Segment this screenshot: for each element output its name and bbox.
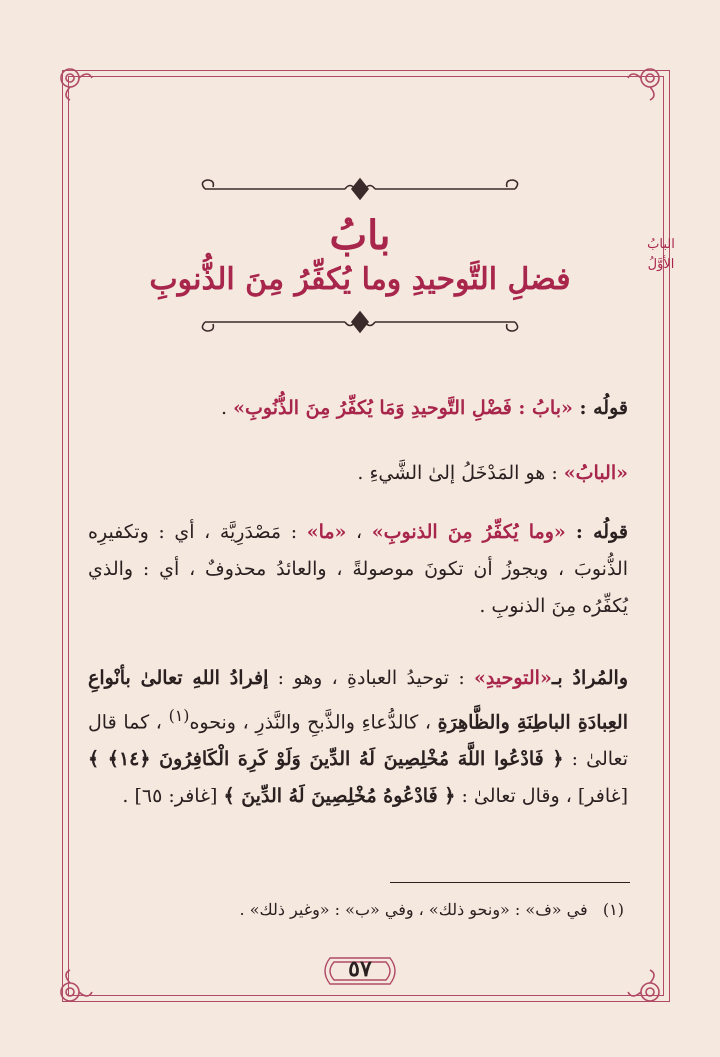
body-text-2: ، كالدُّعاءِ والذَّبحِ والنَّذرِ ، ونحوه <box>189 711 438 734</box>
definition-text: : هو المَدْخَلُ إلىٰ الشَّيءِ . <box>357 462 564 484</box>
explanation-text: : مَصْدَرِيَّة ، أي : وتكفيرِه الذُّنوبَ ، ويجوزُ أن تكونَ موصولةً ، والعائدُ محذوفٌ ، أي : والذي يُكفِّرُه مِنَ الذنوبِ . <box>88 521 628 617</box>
body-text-1: : توحيدُ العبادةِ ، وهو : <box>268 667 475 689</box>
corner-ornament-bottom-right <box>626 968 668 1010</box>
ornamental-divider-top <box>195 172 525 206</box>
quoted-term: «التوحيدِ» <box>474 667 552 689</box>
bold-definition: إفرادُ اللهِ تعالىٰ بأنْواعِ العِبادَةِ الباطِنَةِ والظَّاهِرَةِ <box>88 667 628 734</box>
separator-text: ، <box>346 521 372 543</box>
footnote-text: في «ف» : «ونحو ذلك» ، وفي «ب» : «وغير ذلك» . <box>239 900 588 919</box>
footnote-reference[interactable]: (١) <box>168 706 190 725</box>
footnote <box>104 898 624 922</box>
corner-ornament-top-right <box>626 60 668 102</box>
quoted-phrase: «وما يُكفِّرُ مِنَ الذنوبِ» <box>371 521 566 543</box>
corner-ornament-bottom-left <box>52 968 94 1010</box>
lead-text: قولُه : <box>565 521 628 543</box>
quoted-phrase: «بابُ : فَضْلِ التَّوحيدِ وَمَا يُكفِّرُ مِنَ الذُّنُوبِ» <box>233 397 573 419</box>
verse-reference-2: [غافر: ٦٥] . <box>122 785 224 808</box>
paragraph-definition-bab <box>88 455 628 492</box>
body-text-3: ، كما قال تعالىٰ : <box>88 711 628 771</box>
paragraph-tawhid-meaning <box>88 660 628 815</box>
paragraph-chapter-quote <box>88 390 628 427</box>
chapter-word: بابُ <box>329 212 391 259</box>
margin-note-line-1: البابُ <box>647 237 675 252</box>
quran-verse-1: ﴿ فَادْعُوا اللَّهَ مُخْلِصِينَ لَهُ الدِّينَ وَلَوْ كَرِهَ الْكَافِرُونَ ﴿١٤﴾ ﴾ <box>88 748 564 771</box>
footnote-separator <box>390 882 630 883</box>
trailing-text: . <box>221 397 234 419</box>
quran-verse-2: ﴿ فَادْعُوهُ مُخْلِصِينَ لَهُ الدِّينَ ﴾ <box>223 785 456 808</box>
footnote-number: (١) <box>602 900 624 919</box>
ornamental-divider-bottom <box>195 305 525 339</box>
corner-ornament-top-left <box>52 60 94 102</box>
quoted-term: «ما» <box>306 521 347 543</box>
lead-text: والمُرادُ بـ <box>551 667 629 689</box>
verse-reference-1: [غافر] ، <box>559 785 628 808</box>
paragraph-ma-explanation <box>88 514 628 625</box>
quoted-term: «البابُ» <box>563 462 628 484</box>
page-number: ٥٧ <box>348 956 372 982</box>
chapter-title: فضلِ التَّوحيدِ وما يُكفِّرُ مِنَ الذُّنوبِ <box>149 262 571 297</box>
body-text-4: وقال تعالىٰ : <box>455 785 560 808</box>
margin-note-line-2: الأوَّلُ <box>647 257 675 272</box>
lead-text: قولُه : <box>572 397 628 419</box>
